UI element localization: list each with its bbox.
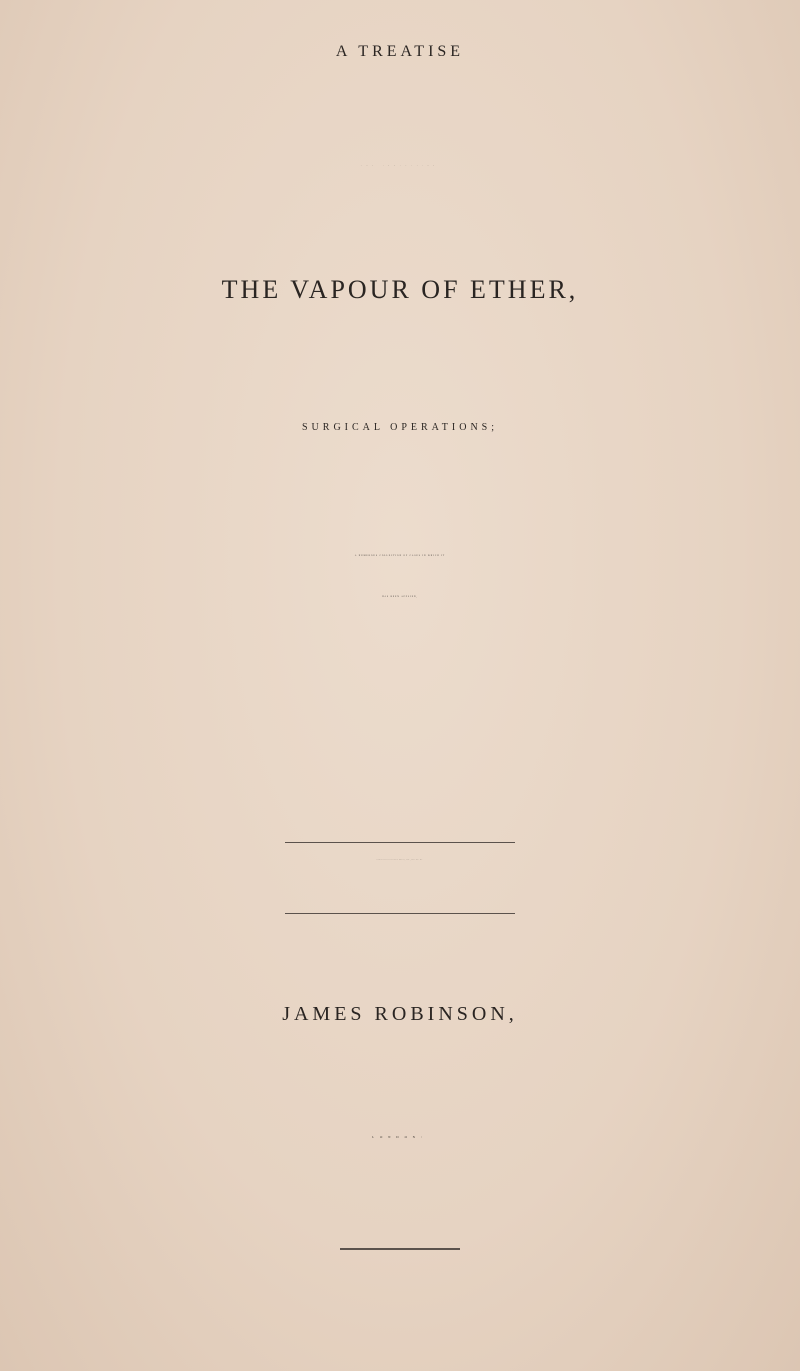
author-name: JAMES ROBINSON,: [282, 1003, 518, 1025]
subject-inhalation: THE INHALATION: [360, 166, 440, 167]
subject-surgical-operations: SURGICAL OPERATIONS;: [301, 422, 499, 433]
collection-line-2: HAS BEEN APPLIED,: [382, 596, 418, 598]
subject-vapour-of-ether: THE VAPOUR OF ETHER,: [221, 275, 579, 304]
publication-city: LONDON:: [372, 1135, 428, 1139]
collection-line-1: A NUMEROUS COLLECTION OF CASES IN WHICH IT: [354, 555, 446, 557]
divider-top: [285, 842, 515, 843]
dedication: DEDICATED TO FRANCIS BOOTT, Esq., M.D. &c. &c.: [376, 860, 424, 861]
book-title: A TREATISE: [335, 43, 465, 60]
divider-year: [340, 1248, 460, 1250]
divider-bottom: [285, 913, 515, 914]
